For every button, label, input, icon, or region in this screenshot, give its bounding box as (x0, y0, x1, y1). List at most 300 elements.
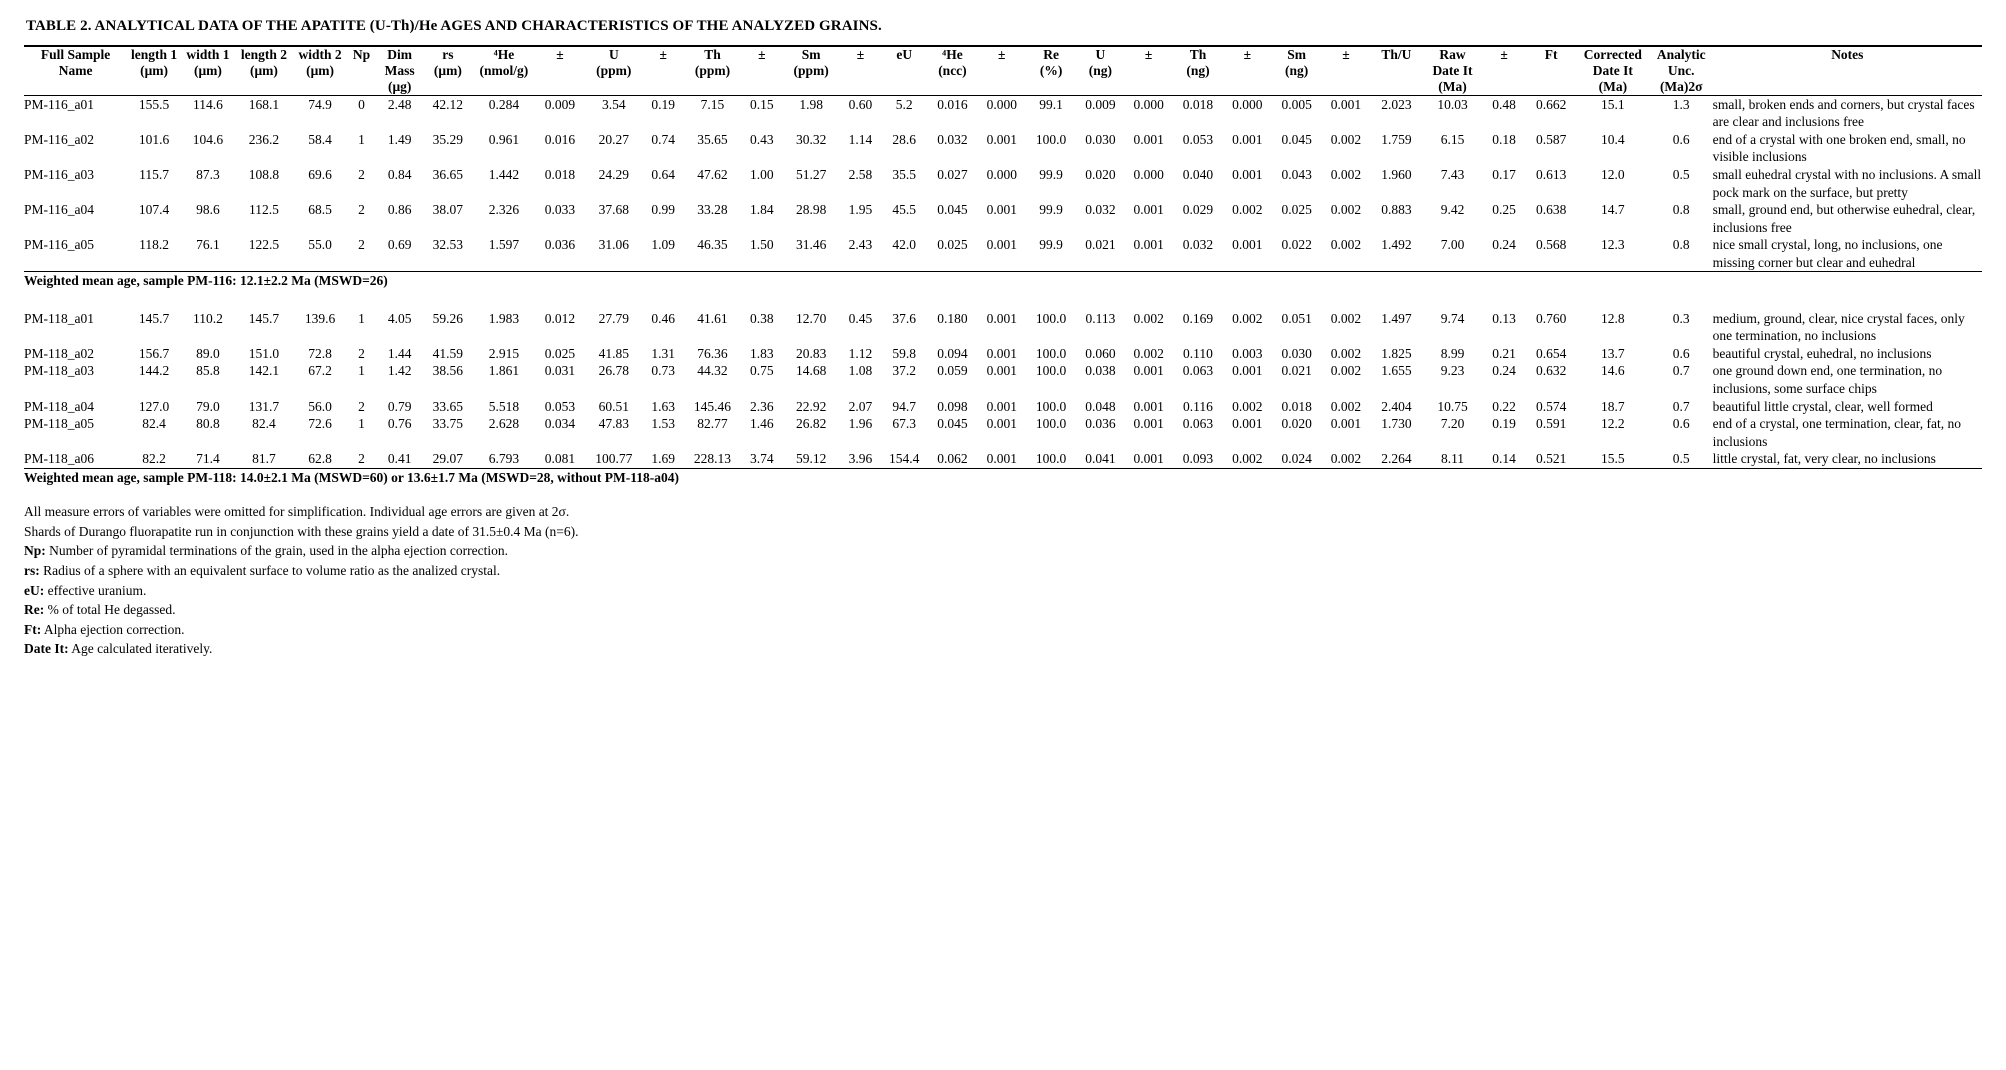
col-header-line1: ± (556, 47, 564, 62)
cell: 0.060 (1085, 345, 1116, 361)
cell: 47.62 (697, 166, 728, 182)
footnote-term: Ft: (24, 621, 42, 637)
cell: 2.023 (1370, 95, 1424, 131)
cell: 0.76 (387, 416, 412, 432)
col-header (24, 46, 127, 95)
cell: 0.19 (643, 95, 683, 131)
cell: 104.6 (192, 131, 224, 147)
cell: 0.574 (1535, 398, 1567, 414)
cell: 139.6 (304, 310, 336, 326)
col-header-line1: ± (659, 47, 667, 62)
footnote-text: Alpha ejection correction. (41, 621, 185, 637)
cell: 0.99 (651, 202, 675, 218)
cell: 1.3 (1650, 95, 1713, 131)
cell: 33.28 (697, 202, 728, 218)
cell: 30.32 (795, 131, 827, 147)
weighted-mean-row-pm116 (24, 272, 1982, 290)
cell: 0.032 (937, 131, 968, 147)
cell: 0.001 (986, 398, 1017, 414)
col-header-unit: (ng) (1186, 62, 1210, 78)
cell: 0.009 (1076, 95, 1125, 131)
cell: 0.040 (1182, 166, 1214, 182)
sample-name: PM-118_a02 (24, 345, 94, 361)
cell: 62.8 (308, 451, 332, 467)
cell: 69.6 (308, 166, 332, 182)
cell: 47.83 (598, 416, 629, 432)
cell: 0.021 (1281, 363, 1312, 379)
cell: 14.7 (1601, 202, 1625, 218)
cell: 0.74 (651, 131, 675, 147)
cell: 82.4 (142, 416, 166, 432)
col-header (742, 46, 782, 95)
footnote-line (24, 639, 1982, 659)
cell: 72.8 (308, 345, 332, 361)
cell: 41.85 (598, 345, 629, 361)
cell: 81.7 (252, 451, 276, 467)
cell: 3.74 (750, 451, 774, 467)
cell: 1.49 (387, 131, 412, 147)
cell: 41.61 (697, 310, 728, 326)
col-header-line1: U (608, 47, 619, 62)
col-header (928, 46, 977, 95)
col-header (585, 46, 643, 95)
col-header-line1: Dim (387, 47, 413, 62)
cell: 33.75 (432, 416, 464, 432)
cell: 0.018 (544, 166, 576, 182)
cell: 118.2 (139, 237, 169, 253)
cell: 2.404 (1381, 398, 1412, 414)
header-row (24, 46, 1982, 95)
cell: 0.001 (986, 310, 1017, 326)
col-header-unit: (Ma) (1438, 78, 1467, 94)
col-header-unit: (μm) (140, 62, 169, 78)
col-header (782, 46, 840, 95)
col-header (1125, 46, 1172, 95)
cell: 1 (358, 363, 365, 379)
cell: 0.024 (1281, 451, 1312, 467)
cell: 1.50 (750, 237, 774, 253)
cell: 15.1 (1576, 95, 1650, 131)
cell: 0.002 (1232, 451, 1263, 467)
cell: 56.0 (308, 398, 332, 414)
col-header-unit: (μm) (306, 62, 334, 78)
cell: 100.0 (1035, 310, 1067, 326)
col-header-line1: Th (704, 47, 721, 62)
footnote-text: Radius of a sphere with an equivalent surface to volume ratio as the analized crystal. (39, 562, 501, 578)
cell: 0.5 (1672, 451, 1690, 467)
col-header-line2: Date It (1592, 62, 1633, 78)
cell: 0.69 (387, 237, 412, 253)
cell: 46.35 (697, 237, 728, 253)
table-row (24, 131, 1982, 166)
col-header-unit: (μm) (433, 62, 462, 78)
cell: 0.012 (544, 310, 576, 326)
col-header-line1: ± (1500, 47, 1508, 62)
cell: 0.60 (840, 95, 880, 131)
cell: 82.2 (142, 451, 166, 467)
cell: 0.005 (1271, 95, 1323, 131)
cell: 74.9 (293, 95, 347, 131)
col-header-line1: ± (856, 47, 865, 62)
cell: 142.1 (248, 363, 280, 379)
cell: 0.14 (1492, 451, 1516, 467)
cell: 0.587 (1535, 131, 1567, 147)
col-header-line2: Unc. (1667, 62, 1695, 78)
cell: 0.001 (1322, 95, 1369, 131)
col-header (1650, 46, 1713, 95)
cell: 44.32 (697, 363, 728, 379)
cell: 12.2 (1601, 416, 1625, 432)
cell: 236.2 (248, 131, 280, 147)
sample-name: PM-116_a05 (24, 237, 94, 253)
col-header-line1: Sm (1287, 47, 1307, 62)
cell: 1.12 (848, 345, 873, 361)
cell: 101.6 (138, 131, 170, 147)
cell: 13.7 (1601, 345, 1625, 361)
cell: 0.036 (1085, 416, 1116, 432)
cell: 114.6 (181, 95, 235, 131)
footnote-line (24, 502, 1982, 522)
cell: 0.002 (1330, 166, 1362, 182)
col-header (235, 46, 293, 95)
cell: 2.48 (376, 95, 423, 131)
cell: 100.0 (1035, 398, 1067, 414)
cell: 0.001 (1133, 237, 1164, 253)
cell: 2 (358, 451, 365, 467)
cell: 0.022 (1281, 237, 1312, 253)
col-header-line1: eU (896, 47, 913, 62)
col-header-line1: ± (758, 47, 766, 62)
cell: 14.68 (795, 363, 827, 379)
cell: 2 (358, 237, 365, 253)
cell: 0.654 (1535, 345, 1567, 361)
col-header-line1: ± (1243, 47, 1251, 62)
col-header-line1: length 2 (240, 47, 288, 62)
cell: 2 (358, 202, 365, 218)
cell: 0.001 (986, 237, 1017, 253)
cell: 112.5 (249, 202, 279, 218)
cell: 0.001 (1133, 131, 1164, 147)
table-row (24, 398, 1982, 416)
cell: 0.21 (1492, 345, 1516, 361)
cell: 0.002 (1330, 363, 1362, 379)
cell: 76.36 (697, 345, 728, 361)
cell: 0.6 (1672, 345, 1690, 361)
cell: 0.002 (1330, 310, 1362, 326)
col-header (977, 46, 1026, 95)
col-header (881, 46, 928, 95)
cell: 29.07 (432, 451, 464, 467)
cell: 82.77 (697, 416, 728, 432)
col-header-unit: (Ma) (1598, 78, 1628, 94)
cell: 145.7 (248, 310, 280, 326)
cell: 0.15 (742, 95, 782, 131)
footnote-line (24, 620, 1982, 640)
cell: 2 (358, 166, 365, 182)
cell: 0.045 (937, 202, 968, 218)
cell: 4.05 (387, 310, 412, 326)
table-header (24, 46, 1982, 95)
cell: 0.24 (1492, 237, 1516, 253)
cell: 0.760 (1535, 310, 1567, 326)
cell: 2.07 (848, 398, 873, 414)
cell: 20.83 (795, 345, 827, 361)
cell: 15.5 (1601, 451, 1625, 467)
col-header-line1: rs (442, 47, 454, 62)
notes-cell: little crystal, fat, very clear, no inclusions (1712, 451, 1936, 467)
notes-cell: one ground down end, one termination, no inclusions, some surface chips (1712, 363, 1943, 396)
cell: 0.180 (937, 310, 968, 326)
cell: 0.059 (937, 363, 968, 379)
col-header (1026, 46, 1075, 95)
cell: 7.43 (1440, 166, 1465, 182)
col-header (1224, 46, 1271, 95)
cell: 0.043 (1281, 166, 1312, 182)
col-header-line1: ⁴He (493, 47, 515, 62)
cell: 0.029 (1182, 202, 1214, 218)
cell: 0.001 (1232, 363, 1263, 379)
cell: 0.000 (1125, 95, 1172, 131)
cell: 1.442 (488, 166, 520, 182)
cell: 107.4 (138, 202, 170, 218)
cell: 94.7 (892, 398, 917, 414)
col-header (1482, 46, 1527, 95)
cell: 0.001 (986, 345, 1017, 361)
col-header (683, 46, 741, 95)
col-header-unit: (ng) (1285, 62, 1309, 78)
cell: 0.002 (1330, 345, 1362, 361)
cell: 99.9 (1039, 237, 1063, 253)
cell: 24.29 (598, 166, 629, 182)
sample-name: PM-118_a01 (24, 310, 94, 326)
cell: 110.2 (192, 310, 223, 326)
cell: 0.045 (937, 416, 968, 432)
cell: 36.65 (432, 166, 464, 182)
cell: 1.31 (651, 345, 675, 361)
cell: 100.0 (1035, 416, 1067, 432)
col-header-unit: (Ma)2σ (1659, 78, 1703, 94)
col-header-line1: Analytic (1656, 47, 1706, 62)
cell: 99.9 (1039, 202, 1063, 218)
cell: 156.7 (138, 345, 170, 361)
cell: 0.093 (1182, 451, 1214, 467)
cell: 28.98 (795, 202, 827, 218)
cell: 0.002 (1133, 345, 1164, 361)
cell: 2.58 (848, 166, 873, 182)
cell: 0.020 (1281, 416, 1312, 432)
cell: 1.492 (1381, 237, 1412, 253)
cell: 37.2 (892, 363, 917, 379)
footnote-line (24, 522, 1982, 542)
notes-cell: end of a crystal with one broken end, small, no visible inclusions (1712, 131, 1966, 165)
cell: 0.062 (937, 451, 968, 467)
weighted-mean-text: Weighted mean age, sample PM-118: 14.0±2.1 Ma (MSWD=60) or 13.6±1.7 Ma (MSWD=28, without PM-118-a04) (24, 468, 1982, 486)
cell: 2.326 (488, 202, 520, 218)
cell: 5.518 (488, 398, 520, 414)
cell: 1.09 (651, 237, 675, 253)
cell: 0.053 (544, 398, 576, 414)
cell: 145.7 (138, 310, 170, 326)
cell: 35.5 (892, 166, 917, 182)
cell: 20.27 (598, 131, 629, 147)
col-header-line1: ⁴He (942, 47, 963, 62)
footnote-line (24, 541, 1982, 561)
cell: 0.22 (1492, 398, 1516, 414)
cell: 0.016 (928, 95, 977, 131)
table-row (24, 362, 1982, 397)
cell: 100.0 (1035, 131, 1067, 147)
cell: 0.025 (937, 237, 968, 253)
cell: 1.46 (750, 416, 774, 432)
col-header-unit: (μm) (193, 62, 222, 78)
cell: 99.9 (1039, 166, 1063, 182)
cell: 1.655 (1381, 363, 1412, 379)
col-header-line2: Name (58, 62, 93, 78)
cell: 0.001 (1232, 237, 1263, 253)
cell: 1.95 (848, 202, 873, 218)
cell: 0.000 (977, 95, 1026, 131)
footnote-term: eU: (24, 582, 45, 598)
cell: 0.000 (1133, 166, 1164, 182)
notes-cell: nice small crystal, long, no inclusions, one missing corner but clear and euhedral (1712, 237, 1943, 270)
cell: 87.3 (196, 166, 220, 182)
cell: 0.73 (651, 363, 675, 379)
col-header-line2: Date It (1432, 62, 1473, 78)
col-header-line1: ± (1342, 47, 1350, 62)
col-header-unit: (ncc) (938, 62, 967, 78)
cell: 51.27 (795, 166, 827, 182)
cell: 59.26 (432, 310, 464, 326)
cell: 22.92 (795, 398, 827, 414)
cell: 0.018 (1172, 95, 1224, 131)
cell: 0.638 (1535, 202, 1567, 218)
cell: 0.000 (1224, 95, 1271, 131)
col-header (423, 46, 472, 95)
cell: 0.018 (1281, 398, 1312, 414)
cell: 0.025 (1281, 202, 1312, 218)
cell: 0.25 (1492, 202, 1516, 218)
cell: 0.063 (1182, 363, 1214, 379)
table-row (24, 201, 1982, 236)
cell: 0.001 (986, 451, 1017, 467)
cell: 0.8 (1672, 202, 1690, 218)
table-row (24, 236, 1982, 272)
cell: 0.591 (1535, 416, 1567, 432)
cell: 0.6 (1672, 131, 1690, 147)
cell: 9.42 (1440, 202, 1465, 218)
cell: 1.497 (1381, 310, 1412, 326)
cell: 0.038 (1085, 363, 1116, 379)
notes-cell: small, ground end, but otherwise euhedral, clear, inclusions free (1712, 202, 1976, 235)
col-header-line1: Ft (1544, 47, 1558, 62)
cell: 0.051 (1281, 310, 1312, 326)
col-header-line1: Th/U (1381, 47, 1412, 62)
cell: 0.002 (1330, 202, 1362, 218)
cell: 2.43 (848, 237, 873, 253)
cell: 1.825 (1381, 345, 1412, 361)
cell: 0.048 (1085, 398, 1116, 414)
cell: 0.098 (937, 398, 968, 414)
cell: 1.83 (750, 345, 774, 361)
table-body (24, 95, 1982, 486)
cell: 27.79 (598, 310, 629, 326)
cell: 1.00 (750, 166, 774, 182)
cell: 1 (358, 131, 365, 147)
cell: 0.027 (937, 166, 968, 182)
cell: 0.116 (1183, 398, 1213, 414)
cell: 33.65 (432, 398, 464, 414)
cell: 0.79 (387, 398, 412, 414)
col-header-line1: width 1 (186, 47, 230, 62)
cell: 100.0 (1035, 363, 1067, 379)
col-header (1370, 46, 1424, 95)
cell: 0.284 (473, 95, 536, 131)
cell: 99.1 (1026, 95, 1075, 131)
table-caption: TABLE 2. ANALYTICAL DATA OF THE APATITE (U-Th)/He AGES AND CHARACTERISTICS OF THE ANALYZED GRAINS. (26, 18, 882, 34)
cell: 6.15 (1440, 131, 1465, 147)
col-header-line1: Th (1189, 47, 1207, 62)
cell: 127.0 (138, 398, 170, 414)
cell: 0.19 (1492, 416, 1516, 432)
footnote-term: Np: (24, 543, 46, 559)
cell: 12.70 (795, 310, 827, 326)
cell: 0.030 (1085, 131, 1116, 147)
col-header (1527, 46, 1576, 95)
footnote-term: Date It: (24, 641, 69, 657)
cell: 100.77 (595, 451, 633, 467)
table-row (24, 95, 1982, 131)
cell: 98.6 (196, 202, 220, 218)
notes-cell: small euhedral crystal with no inclusions. A small pock mark on the surface, but pretty (1712, 166, 1982, 200)
cell: 0.002 (1133, 310, 1164, 326)
sample-name: PM-116_a02 (24, 131, 94, 147)
col-header-line1: ± (1144, 47, 1153, 62)
cell: 10.4 (1601, 131, 1625, 147)
cell: 0.002 (1330, 451, 1362, 467)
cell: 18.7 (1601, 398, 1625, 414)
cell: 0.001 (986, 131, 1017, 147)
cell: 0.001 (986, 202, 1017, 218)
cell: 38.56 (432, 363, 464, 379)
cell: 0.045 (1281, 131, 1312, 147)
cell: 72.6 (308, 416, 332, 432)
cell: 9.74 (1440, 310, 1465, 326)
cell: 37.6 (892, 310, 917, 326)
col-header-unit: (ppm) (596, 62, 632, 78)
cell: 8.11 (1440, 451, 1465, 467)
cell: 0.24 (1492, 363, 1516, 379)
notes-cell: beautiful crystal, euhedral, no inclusions (1712, 345, 1932, 361)
cell: 5.2 (881, 95, 928, 131)
cell: 0.38 (750, 310, 774, 326)
footnote-term: Re: (24, 602, 45, 618)
cell: 0.883 (1381, 202, 1412, 218)
cell: 0.001 (1232, 416, 1263, 432)
notes-cell: small, broken ends and corners, but crystal faces are clear and inclusions free (1713, 95, 1982, 131)
footnote-text: effective uranium. (44, 582, 147, 598)
cell: 0.032 (1085, 202, 1116, 218)
cell: 85.8 (196, 363, 220, 379)
cell: 26.78 (598, 363, 629, 379)
cell: 115.7 (139, 166, 169, 182)
cell: 0.002 (1232, 202, 1263, 218)
cell: 155.5 (127, 95, 181, 131)
cell: 154.4 (889, 451, 920, 467)
cell: 67.2 (308, 363, 332, 379)
col-header (1713, 46, 1982, 95)
col-header (535, 46, 584, 95)
col-header (127, 46, 181, 95)
